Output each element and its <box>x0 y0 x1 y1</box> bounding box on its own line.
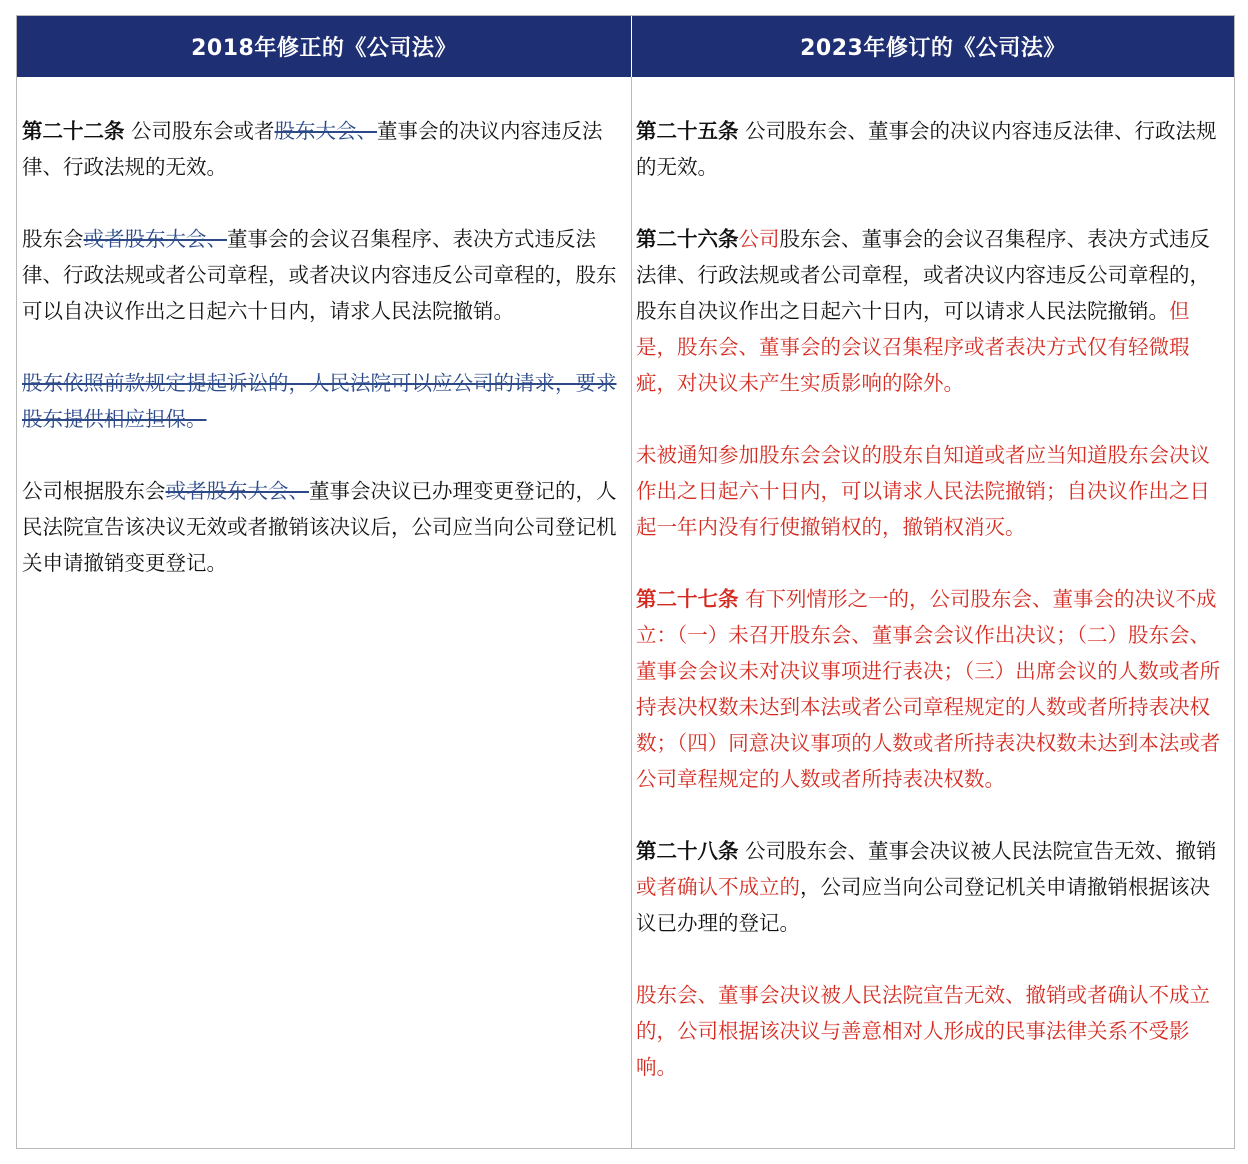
article-number: 第二十六条 <box>636 227 739 251</box>
article-28: 第二十八条 公司股东会、董事会决议被人民法院宣告无效、撤销或者确认不成立的，公司应当向公司登记机关申请撤销根据该决议已办理的登记。 <box>636 839 1217 935</box>
header-2023-title: 2023年修订的《公司法》 <box>800 36 1066 61</box>
article-28-para-2 <box>636 977 1230 1085</box>
article-number: 第二十二条 <box>22 119 125 143</box>
column-2023 <box>632 77 1234 1148</box>
article-26-para-2 <box>636 437 1230 545</box>
article-27 <box>636 581 1230 797</box>
deleted-text: 或者股东大会、 <box>165 479 309 503</box>
article-number: 第二十八条 <box>636 839 739 863</box>
article-number: 第二十七条 <box>636 587 739 611</box>
article-25: 第二十五条 公司股东会、董事会的决议内容违反法律、行政法规的无效。 <box>636 119 1217 179</box>
article-26: 第二十六条公司股东会、董事会的会议召集程序、表决方式违反法律、行政法规或者公司章程，或者决议内容违反公司章程的，股东自决议作出之日起六十日内，可以请求人民法院撤销。但是，股东会、董事会的会议召集程序或者表决方式仅有轻微瑕疵，对决议未产生实质影响的除外。 <box>636 227 1210 395</box>
article-22-para-1: 第二十二条 公司股东会或者股东大会、董事会的决议内容违反法律、行政法规的无效。 <box>22 119 603 179</box>
deleted-text: 股东依照前款规定提起诉讼的，人民法院可以应公司的请求，要求股东提供相应担保。 <box>22 371 617 431</box>
article-number: 第二十五条 <box>636 119 739 143</box>
added-text: 未被通知参加股东会会议的股东自知道或者应当知道股东会决议作出之日起六十日内，可以请求人民法院撤销；自决议作出之日起一年内没有行使撤销权的，撤销权消灭。 <box>636 443 1210 539</box>
article-22-para-3 <box>22 365 627 437</box>
column-2018 <box>17 77 632 1148</box>
comparison-table <box>16 15 1235 1149</box>
article-22-para-4: 公司根据股东会或者股东大会、董事会决议已办理变更登记的，人民法院宣告该决议无效或者撤销该决议后，公司应当向公司登记机关申请撤销变更登记。 <box>22 479 617 575</box>
deleted-text: 股东大会、 <box>274 119 378 143</box>
added-text: 有下列情形之一的，公司股东会、董事会的决议不成立：（一）未召开股东会、董事会会议作出决议；（二）股东会、董事会会议未对决议事项进行表决；（三）出席会议的人数或者所持表决权数未达到本法或者公司章程规定的人数或者所持表决权数；（四）同意决议事项的人数或者所持表决权数未达到本法或者公司章程规定的人数或者所持表决权数。 <box>636 587 1221 791</box>
header-2018-title: 2018年修正的《公司法》 <box>191 36 457 61</box>
added-text: 股东会、董事会决议被人民法院宣告无效、撤销或者确认不成立的，公司根据该决议与善意相对人形成的民事法律关系不受影响。 <box>636 983 1210 1079</box>
added-text: 或者确认不成立的 <box>636 875 800 899</box>
added-text: 但是，股东会、董事会的会议召集程序或者表决方式仅有轻微瑕疵，对决议未产生实质影响的除外。 <box>636 299 1190 395</box>
header-2018 <box>17 16 632 77</box>
header-2023 <box>632 16 1234 77</box>
article-22-para-2: 股东会或者股东大会、董事会的会议召集程序、表决方式违反法律、行政法规或者公司章程，或者决议内容违反公司章程的，股东可以自决议作出之日起六十日内，请求人民法院撤销。 <box>22 227 617 323</box>
added-text: 公司 <box>738 227 780 251</box>
deleted-text: 或者股东大会、 <box>83 227 227 251</box>
